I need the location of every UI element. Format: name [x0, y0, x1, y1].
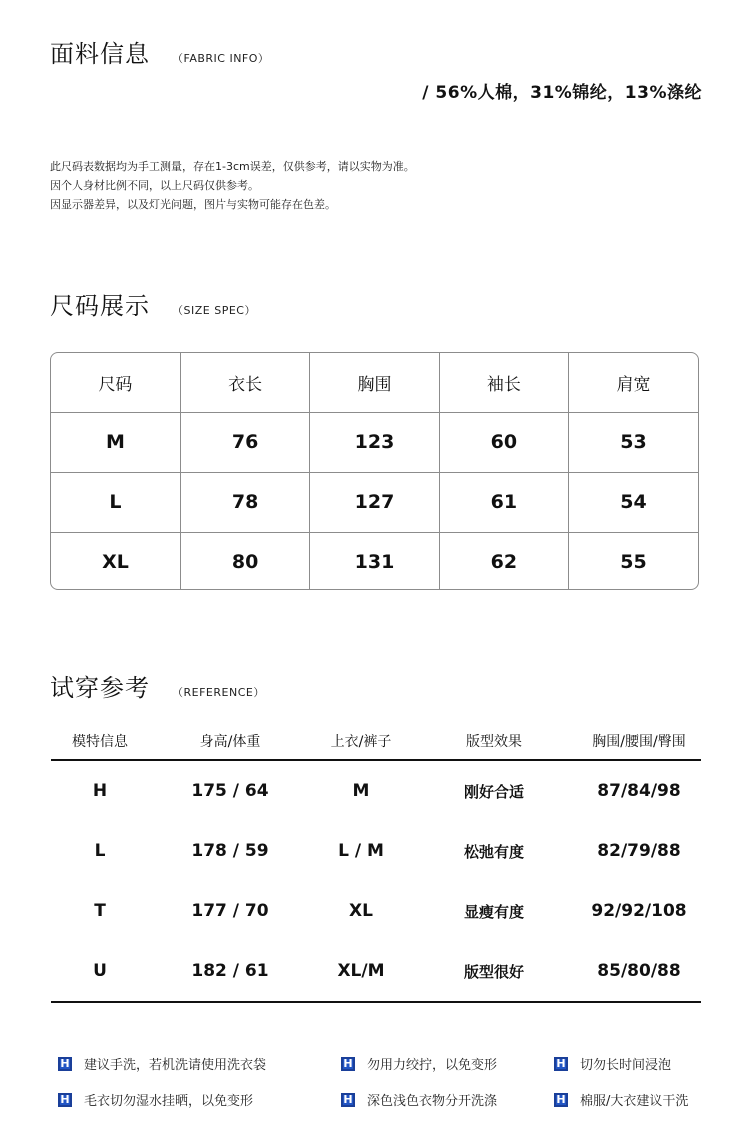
care-item-label: 切勿长时间浸泡: [580, 1058, 672, 1073]
care-item-label: 深色浅色衣物分开洗涤: [367, 1094, 498, 1109]
reference-cell: 175 / 64: [191, 781, 269, 801]
size-section-title: [50, 286, 256, 321]
size-header-cell: 衣长: [180, 353, 309, 412]
size-cell: 123: [310, 412, 439, 472]
note-line: 因个人身材比例不同，以上尺码仅供参考。: [50, 179, 259, 192]
size-header-cell: 尺码: [51, 353, 180, 412]
reference-cell: 177 / 70: [191, 901, 269, 921]
reference-cell: 182 / 61: [191, 961, 269, 981]
care-item: [58, 1090, 253, 1109]
reference-table-header: [51, 723, 701, 761]
care-item: [554, 1090, 688, 1109]
care-h-icon: H: [554, 1093, 568, 1107]
table-row: [51, 761, 701, 821]
size-cell: L: [51, 472, 180, 532]
reference-cell: 87/84/98: [597, 781, 681, 801]
size-table: [50, 352, 699, 590]
table-row: [51, 941, 701, 1001]
care-item-label: 建议手洗，若机洗请使用洗衣袋: [84, 1058, 267, 1073]
fabric-title: 面料信息: [50, 40, 150, 68]
reference-table: [51, 723, 701, 1003]
size-cell: XL: [51, 532, 180, 590]
size-cell: 78: [180, 472, 309, 532]
reference-cell: 92/92/108: [591, 901, 687, 921]
size-cell: 54: [569, 472, 698, 532]
care-item: [341, 1054, 497, 1073]
reference-cell: 178 / 59: [191, 841, 269, 861]
size-cell: 61: [439, 472, 568, 532]
care-item: [58, 1054, 266, 1073]
reference-header-cell: 版型效果: [466, 734, 522, 750]
size-header-cell: 肩宽: [569, 353, 698, 412]
reference-header-cell: 胸围/腰围/臀围: [592, 734, 686, 750]
size-cell: 76: [180, 412, 309, 472]
care-item-label: 棉服/大衣建议干洗: [580, 1094, 689, 1109]
size-cell: 80: [180, 532, 309, 590]
size-header-cell: 袖长: [439, 353, 568, 412]
size-cell: 131: [310, 532, 439, 590]
care-h-icon: H: [58, 1057, 72, 1071]
reference-cell: L / M: [338, 841, 384, 861]
reference-cell: XL: [349, 901, 373, 921]
reference-cell: 85/80/88: [597, 961, 681, 981]
care-item: [554, 1054, 671, 1073]
reference-cell: M: [352, 781, 370, 801]
size-cell: 53: [569, 412, 698, 472]
care-item-label: 勿用力绞拧，以免变形: [367, 1058, 498, 1073]
care-h-icon: H: [554, 1057, 568, 1071]
reference-subtitle: （REFERENCE）: [172, 686, 265, 699]
table-row: [51, 412, 698, 472]
care-item: [341, 1090, 497, 1109]
fabric-composition: / 56%人棉，31%锦纶，13%涤纶: [422, 83, 702, 103]
note-line: 此尺码表数据均为手工测量，存在1-3cm误差，仅供参考，请以实物为准。: [50, 160, 415, 173]
reference-table-bottom-rule: [51, 1001, 701, 1003]
size-cell: 55: [620, 551, 647, 574]
reference-cell: XL/M: [337, 961, 385, 981]
size-cell: 60: [439, 412, 568, 472]
size-cell: M: [51, 412, 180, 472]
reference-title: 试穿参考: [50, 674, 150, 702]
note-line: 因显示器差异，以及灯光问题，图片与实物可能存在色差。: [50, 198, 336, 211]
size-cell: 127: [310, 472, 439, 532]
care-item-label: 毛衣切勿湿水挂晒，以免变形: [84, 1094, 254, 1109]
reference-header-cell: 模特信息: [72, 734, 128, 750]
reference-cell: 松弛有度: [463, 842, 524, 861]
reference-cell: L: [94, 841, 106, 861]
care-h-icon: H: [341, 1093, 355, 1107]
size-cell: 62: [439, 532, 568, 590]
table-row: [51, 532, 698, 590]
size-header-cell: 胸围: [310, 353, 439, 412]
care-h-icon: H: [58, 1093, 72, 1107]
size-notes: [50, 157, 415, 214]
size-subtitle: （SIZE SPEC）: [172, 304, 256, 317]
reference-header-cell: 上衣/裤子: [330, 734, 392, 750]
reference-header-cell: 身高/体重: [199, 734, 261, 750]
reference-cell: 显瘦有度: [463, 902, 524, 921]
reference-cell: H: [92, 781, 108, 801]
reference-cell: T: [94, 901, 106, 921]
reference-section-title: [50, 668, 265, 703]
size-table-header: [51, 353, 698, 412]
reference-cell: U: [93, 961, 107, 981]
reference-cell: 版型很好: [463, 962, 524, 981]
size-title: 尺码展示: [50, 292, 150, 320]
table-row: [51, 472, 698, 532]
fabric-section-title: [50, 34, 269, 69]
reference-cell: 82/79/88: [597, 841, 681, 861]
care-h-icon: H: [341, 1057, 355, 1071]
table-row: [51, 881, 701, 941]
table-row: [51, 821, 701, 881]
reference-cell: 刚好合适: [463, 782, 524, 801]
fabric-subtitle: （FABRIC INFO）: [172, 52, 270, 65]
